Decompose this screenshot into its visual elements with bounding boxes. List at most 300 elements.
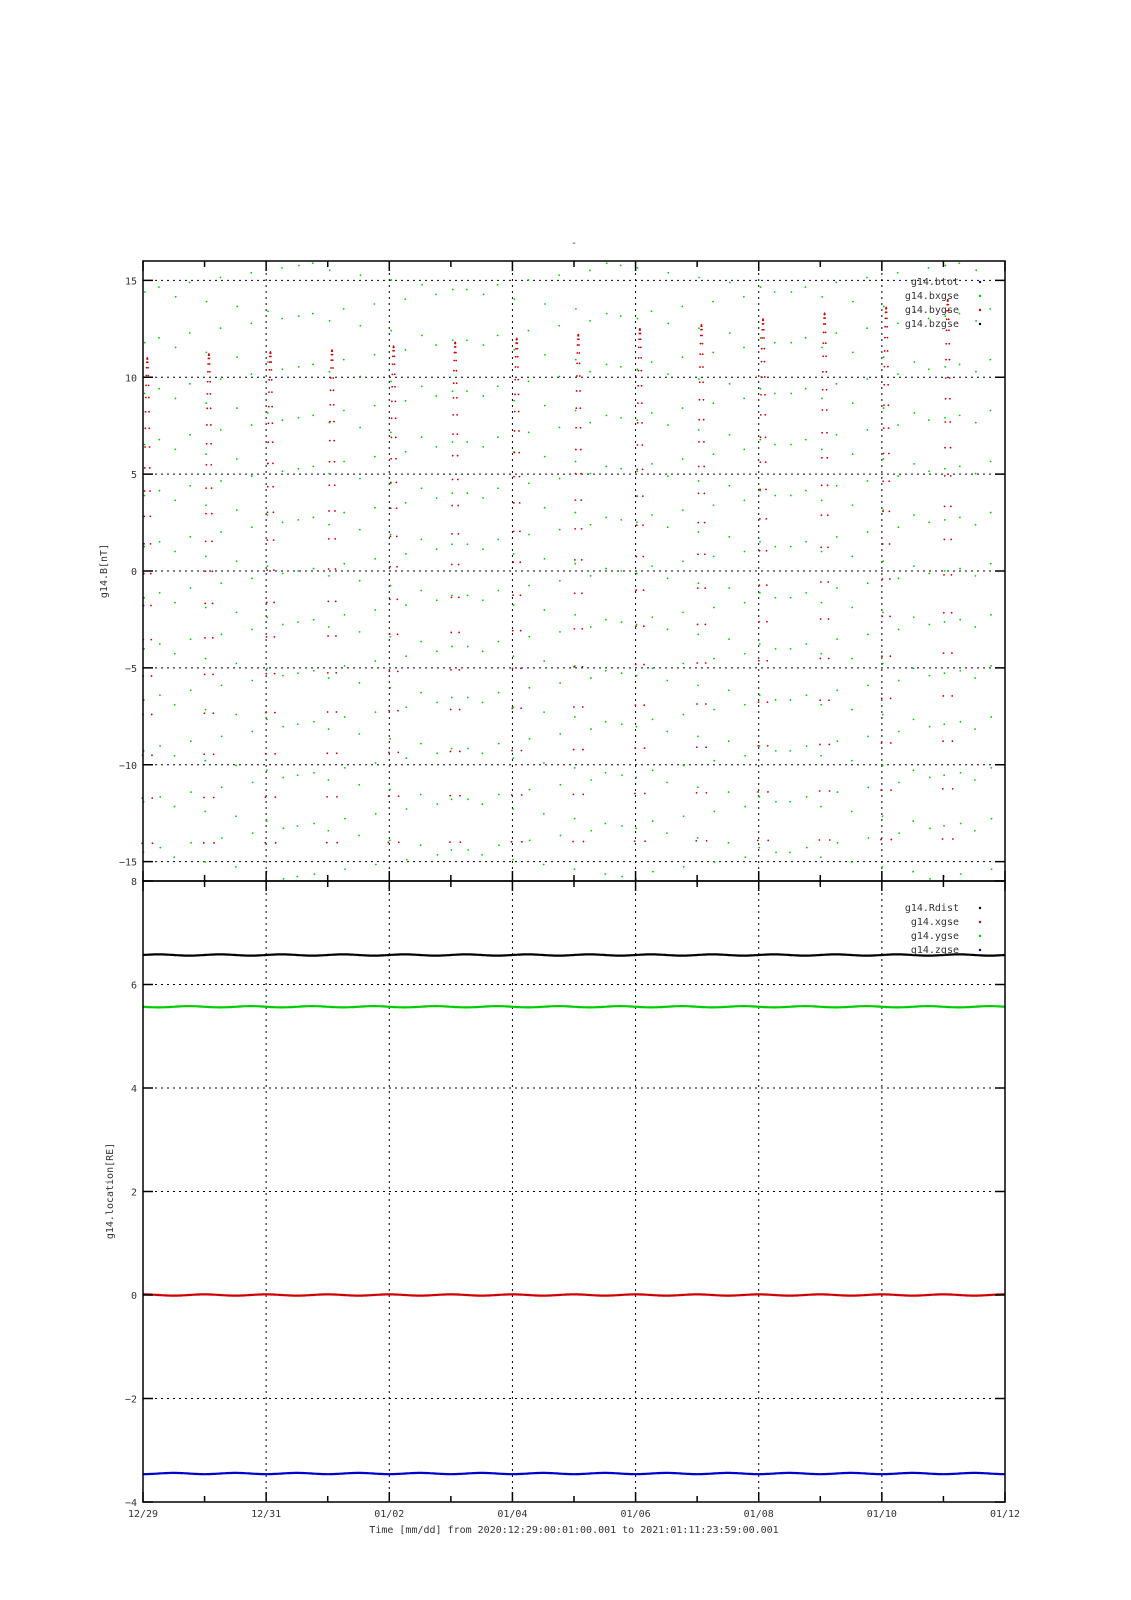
data-point-bygse (456, 370, 458, 372)
data-point-bxgse (960, 873, 962, 875)
data-point-bxgse (913, 616, 915, 618)
data-point-bygse (519, 561, 521, 563)
data-point-bygse (265, 753, 267, 755)
data-point-bxgse (682, 611, 684, 613)
data-point-bygse (204, 637, 206, 639)
data-point-bxgse (390, 585, 392, 587)
data-point-bxgse (344, 665, 346, 667)
y-tick-label: −4 (124, 1498, 137, 1509)
data-point-bxgse (589, 269, 591, 271)
data-point-bxgse (744, 653, 746, 655)
data-point-bygse (821, 409, 823, 411)
data-point-bxgse (435, 395, 437, 397)
data-point-bxgse (405, 655, 407, 657)
data-point-bygse (582, 706, 584, 708)
data-point-bxgse (713, 555, 715, 557)
data-point-bxgse (683, 765, 685, 767)
data-point-bygse (519, 530, 521, 532)
data-point-bxgse (789, 750, 791, 752)
data-point-bxgse (205, 453, 207, 455)
data-point-bxgse (452, 390, 454, 392)
data-point-bygse (268, 422, 270, 424)
data-point-bygse (455, 343, 457, 345)
data-point-bxgse (328, 473, 330, 475)
data-point-bxgse (513, 655, 515, 657)
data-point-bxgse (791, 291, 793, 293)
data-point-bygse (333, 389, 335, 391)
data-point-bxgse (144, 393, 146, 395)
data-point-bxgse (636, 675, 638, 677)
data-point-bygse (145, 411, 147, 413)
data-point-bxgse (590, 728, 592, 730)
data-point-bxgse (944, 519, 946, 521)
data-point-bxgse (744, 806, 746, 808)
data-point-bxgse (158, 337, 160, 339)
data-point-bygse (271, 391, 273, 393)
data-point-bygse (331, 350, 333, 352)
x-axis-tick-labels (128, 1509, 1020, 1520)
data-point-bxgse (574, 868, 576, 870)
data-point-bygse (640, 357, 642, 359)
data-point-bygse (579, 390, 581, 392)
data-point-bygse (758, 701, 760, 703)
data-point-bygse (336, 842, 338, 844)
data-point-bxgse (867, 480, 869, 482)
data-point-bygse (764, 376, 766, 378)
data-point-bygse (944, 475, 946, 477)
data-point-bxgse (959, 619, 961, 621)
data-point-bxgse (960, 721, 962, 723)
data-point-bxgse (882, 663, 884, 665)
data-point-bxgse (728, 587, 730, 589)
data-point-bxgse (420, 794, 422, 796)
data-point-bygse (266, 636, 268, 638)
data-point-bxgse (389, 636, 391, 638)
data-point-bxgse (282, 675, 284, 677)
y-tick-label: 6 (130, 980, 137, 992)
data-point-bxgse (744, 551, 746, 553)
data-point-bygse (704, 553, 706, 555)
data-point-bxgse (420, 641, 422, 643)
data-point-bygse (951, 695, 953, 697)
data-point-bygse (886, 308, 888, 310)
legend-marker (979, 921, 981, 923)
data-point-bxgse (636, 521, 638, 523)
data-point-bxgse (420, 743, 422, 745)
data-point-bxgse (959, 517, 961, 519)
data-point-bxgse (497, 436, 499, 438)
data-point-bygse (453, 397, 455, 399)
data-point-bxgse (390, 534, 392, 536)
data-point-bygse (819, 790, 821, 792)
data-point-bxgse (897, 322, 899, 324)
data-point-bygse (581, 528, 583, 530)
data-point-bxgse (251, 731, 253, 733)
data-point-bygse (701, 329, 703, 331)
data-point-bxgse (482, 497, 484, 499)
data-point-bygse (327, 601, 329, 603)
data-point-bxgse (974, 677, 976, 679)
data-point-bxgse (344, 716, 346, 718)
data-point-bxgse (897, 272, 899, 274)
data-point-bxgse (821, 397, 823, 399)
data-point-bygse (151, 675, 153, 677)
data-point-bxgse (482, 701, 484, 703)
data-point-bygse (952, 838, 954, 840)
data-point-bygse (389, 670, 391, 672)
data-point-bxgse (513, 349, 515, 351)
data-point-bxgse (529, 738, 531, 740)
data-point-bxgse (821, 296, 823, 298)
data-point-bxgse (867, 633, 869, 635)
data-point-bxgse (235, 714, 237, 716)
legend-label: g14.zgse (910, 945, 959, 956)
data-point-bxgse (789, 801, 791, 803)
data-point-bxgse (759, 643, 761, 645)
data-point-bxgse (251, 577, 253, 579)
data-point-bxgse (158, 439, 160, 441)
data-point-bygse (889, 578, 891, 580)
data-point-bxgse (990, 665, 992, 667)
data-point-bxgse (852, 402, 854, 404)
data-point-bxgse (405, 604, 407, 606)
data-point-bxgse (897, 475, 899, 477)
data-point-bygse (820, 547, 822, 549)
data-point-bxgse (344, 614, 346, 616)
data-point-bygse (636, 495, 638, 497)
data-point-bygse (149, 467, 151, 469)
data-point-bygse (826, 457, 828, 459)
data-point-bygse (882, 578, 884, 580)
data-point-bygse (147, 361, 149, 363)
data-point-bxgse (174, 551, 176, 553)
legend (905, 277, 981, 330)
data-point-bxgse (450, 849, 452, 851)
data-point-bygse (451, 533, 453, 535)
data-point-bygse (456, 397, 458, 399)
data-point-bygse (826, 409, 828, 411)
data-point-bxgse (281, 368, 283, 370)
data-point-bxgse (375, 864, 377, 866)
data-point-bygse (449, 841, 451, 843)
data-point-bxgse (405, 553, 407, 555)
data-point-bxgse (544, 405, 546, 407)
data-point-bygse (391, 373, 393, 375)
data-point-bxgse (667, 577, 669, 579)
data-point-bygse (644, 793, 646, 795)
data-point-bygse (634, 840, 636, 842)
data-point-bxgse (713, 453, 715, 455)
data-point-bxgse (221, 786, 223, 788)
data-point-bygse (578, 335, 580, 337)
data-point-bygse (389, 598, 391, 600)
data-point-bygse (887, 366, 889, 368)
data-point-bxgse (621, 723, 623, 725)
data-point-bxgse (529, 789, 531, 791)
data-point-bxgse (236, 356, 238, 358)
data-point-bxgse (697, 735, 699, 737)
data-point-bxgse (590, 626, 592, 628)
data-point-bxgse (528, 380, 530, 382)
data-point-bxgse (667, 272, 669, 274)
data-point-bygse (270, 356, 272, 358)
data-point-bygse (451, 596, 453, 598)
data-point-bygse (204, 603, 206, 605)
data-point-bxgse (729, 383, 731, 385)
data-point-bxgse (743, 397, 745, 399)
data-point-bygse (952, 788, 954, 790)
data-point-bygse (268, 379, 270, 381)
data-point-bygse (269, 369, 271, 371)
data-point-bxgse (836, 587, 838, 589)
data-point-bygse (635, 664, 637, 666)
data-point-bxgse (929, 878, 931, 880)
data-point-bxgse (897, 373, 899, 375)
data-point-bxgse (544, 354, 546, 356)
y-tick-label: −10 (118, 760, 137, 772)
data-point-bygse (390, 507, 392, 509)
data-point-bygse (829, 790, 831, 792)
data-point-bygse (705, 746, 707, 748)
data-point-bxgse (174, 755, 176, 757)
y-tick-label: −15 (118, 857, 137, 869)
data-point-bxgse (543, 762, 545, 764)
data-point-bxgse (420, 538, 422, 540)
data-point-bygse (696, 703, 698, 705)
data-point-bygse (821, 457, 823, 459)
data-point-bxgse (483, 344, 485, 346)
data-point-bygse (945, 398, 947, 400)
data-point-bxgse (867, 531, 869, 533)
data-point-bygse (211, 487, 213, 489)
data-point-bygse (212, 637, 214, 639)
data-point-bxgse (713, 760, 715, 762)
data-point-bygse (574, 592, 576, 594)
data-point-bxgse (359, 631, 361, 633)
data-point-bxgse (436, 752, 438, 754)
data-point-bygse (819, 839, 821, 841)
data-point-bygse (517, 348, 519, 350)
data-point-bxgse (421, 385, 423, 387)
data-point-bxgse (744, 704, 746, 706)
data-point-bygse (397, 633, 399, 635)
data-point-bxgse (651, 463, 653, 465)
data-point-bygse (581, 592, 583, 594)
data-point-bygse (264, 842, 266, 844)
data-point-bxgse (682, 560, 684, 562)
data-point-bxgse (389, 789, 391, 791)
data-point-bygse (886, 317, 888, 319)
data-point-bygse (511, 750, 513, 752)
data-point-bxgse (466, 390, 468, 392)
data-point-bxgse (929, 675, 931, 677)
data-point-bxgse (558, 325, 560, 327)
data-point-bxgse (635, 827, 637, 829)
data-point-bxgse (974, 626, 976, 628)
data-point-bygse (578, 338, 580, 340)
data-point-bygse (335, 635, 337, 637)
data-point-bygse (205, 540, 207, 542)
data-point-bygse (145, 397, 147, 399)
data-point-bxgse (805, 541, 807, 543)
data-point-bxgse (329, 320, 331, 322)
data-point-bygse (767, 701, 769, 703)
data-point-bxgse (990, 716, 992, 718)
data-point-bxgse (513, 553, 515, 555)
data-point-bygse (883, 427, 885, 429)
data-point-bygse (396, 507, 398, 509)
data-point-bxgse (636, 470, 638, 472)
data-point-bxgse (636, 726, 638, 728)
data-point-bxgse (313, 517, 315, 519)
data-point-bygse (396, 598, 398, 600)
data-point-bxgse (806, 694, 808, 696)
data-point-bxgse (543, 864, 545, 866)
data-point-bxgse (882, 560, 884, 562)
data-point-bxgse (451, 543, 453, 545)
data-point-bygse (511, 794, 513, 796)
data-point-bygse (458, 669, 460, 671)
data-point-bygse (451, 505, 453, 507)
data-point-bxgse (267, 514, 269, 516)
data-point-bygse (637, 385, 639, 387)
data-point-bxgse (713, 658, 715, 660)
data-point-bygse (951, 652, 953, 654)
data-point-bxgse (882, 815, 884, 817)
data-point-bxgse (697, 633, 699, 635)
data-point-bygse (151, 754, 153, 756)
data-point-bygse (456, 433, 458, 435)
data-point-bxgse (405, 757, 407, 759)
data-point-bygse (210, 424, 212, 426)
data-point-bxgse (312, 262, 314, 264)
data-point-bxgse (744, 602, 746, 604)
data-point-bygse (573, 628, 575, 630)
data-point-bygse (881, 698, 883, 700)
data-point-bygse (827, 547, 829, 549)
data-point-bygse (453, 382, 455, 384)
data-point-bygse (266, 539, 268, 541)
data-point-bygse (268, 406, 270, 408)
data-point-bxgse (266, 667, 268, 669)
data-point-bxgse (252, 832, 254, 834)
data-point-bygse (824, 314, 826, 316)
data-point-bxgse (329, 371, 331, 373)
data-point-bygse (888, 453, 890, 455)
data-point-bygse (151, 714, 153, 716)
data-point-bygse (328, 484, 330, 486)
data-point-bxgse (759, 439, 761, 441)
data-point-bxgse (451, 646, 453, 648)
data-point-bygse (828, 744, 830, 746)
data-point-bxgse (251, 680, 253, 682)
data-point-bygse (517, 356, 519, 358)
data-point-bygse (326, 752, 328, 754)
data-point-bxgse (404, 349, 406, 351)
data-point-bxgse (220, 633, 222, 635)
data-point-bxgse (481, 854, 483, 856)
data-point-bxgse (774, 393, 776, 395)
data-point-bygse (203, 842, 205, 844)
data-point-bxgse (313, 823, 315, 825)
data-point-bxgse (882, 611, 884, 613)
series-line-ygse (143, 1006, 1005, 1007)
data-point-bygse (890, 789, 892, 791)
data-point-bygse (952, 740, 954, 742)
data-point-bxgse (959, 364, 961, 366)
data-point-bxgse (527, 279, 529, 281)
data-point-bxgse (267, 310, 269, 312)
data-point-bxgse (866, 277, 868, 279)
data-point-bygse (390, 481, 392, 483)
grid-lines (143, 261, 1005, 881)
data-point-bxgse (251, 629, 253, 631)
data-point-bxgse (620, 315, 622, 317)
data-point-bygse (457, 455, 459, 457)
data-point-bygse (641, 422, 643, 424)
data-point-bxgse (775, 801, 777, 803)
data-point-bxgse (605, 619, 607, 621)
data-point-bxgse (297, 621, 299, 623)
data-point-bxgse (621, 876, 623, 878)
data-point-bxgse (404, 298, 406, 300)
data-point-bygse (698, 419, 700, 421)
data-point-bygse (822, 342, 824, 344)
data-point-bygse (579, 407, 581, 409)
data-point-bygse (826, 389, 828, 391)
data-point-bxgse (775, 597, 777, 599)
data-point-bxgse (590, 524, 592, 526)
data-point-bygse (152, 842, 154, 844)
data-point-bxgse (498, 692, 500, 694)
data-point-bygse (513, 452, 515, 454)
data-point-bxgse (698, 480, 700, 482)
data-point-bygse (950, 475, 952, 477)
data-point-bygse (581, 628, 583, 630)
data-point-bygse (766, 584, 768, 586)
data-point-bygse (330, 377, 332, 379)
data-point-bxgse (420, 844, 422, 846)
data-point-bygse (942, 695, 944, 697)
data-point-bxgse (435, 344, 437, 346)
data-point-bxgse (990, 614, 992, 616)
data-point-bxgse (621, 672, 623, 674)
data-point-bxgse (328, 677, 330, 679)
data-point-bxgse (712, 301, 714, 303)
data-point-bxgse (728, 485, 730, 487)
data-point-bygse (459, 709, 461, 711)
data-point-bygse (576, 362, 578, 364)
data-point-bxgse (343, 563, 345, 565)
data-point-bxgse (390, 431, 392, 433)
data-point-bygse (273, 511, 275, 513)
x-tick-label: 01/06 (620, 1509, 651, 1520)
data-point-bxgse (451, 748, 453, 750)
data-point-bygse (272, 422, 274, 424)
data-point-bxgse (805, 643, 807, 645)
y-axis-label: g14.location[RE] (105, 1142, 116, 1240)
data-point-bxgse (328, 575, 330, 577)
data-point-bxgse (313, 873, 315, 875)
data-point-bxgse (513, 400, 515, 402)
data-point-bygse (333, 404, 335, 406)
data-point-bygse (943, 539, 945, 541)
data-point-bygse (704, 624, 706, 626)
data-point-bxgse (867, 684, 869, 686)
data-point-bxgse (759, 694, 761, 696)
data-point-bxgse (990, 410, 992, 412)
data-point-bxgse (390, 330, 392, 332)
